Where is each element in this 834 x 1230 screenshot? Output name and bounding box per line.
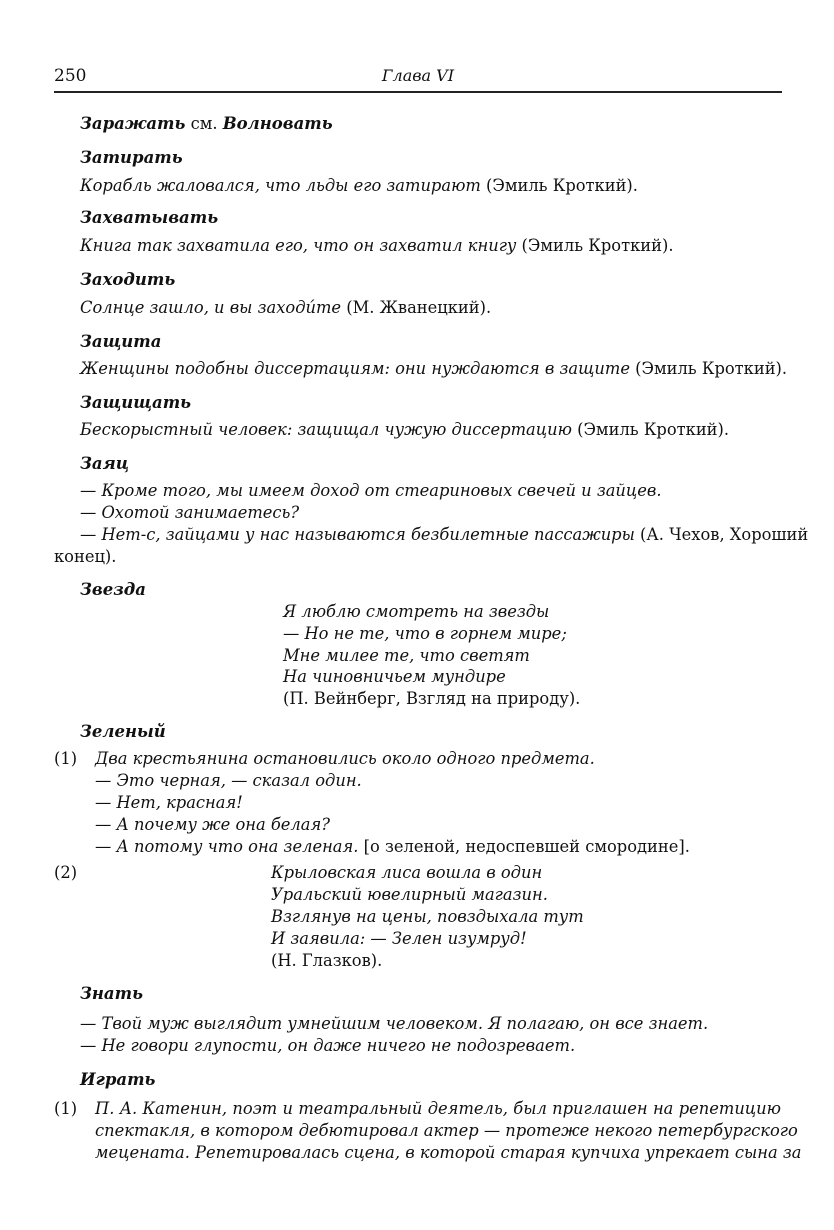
header-rule: [54, 91, 782, 93]
quote-source: (А. Чехов, Хороший: [634, 525, 809, 544]
quote-line: [80, 358, 787, 380]
dialogue-line: — Кроме того, мы имеем доход от стеариновых свечей и зайцев.: [80, 481, 662, 500]
anecdote-line: — Это черная, — сказал один.: [95, 771, 362, 790]
quote-text: — А потому что она зеленая.: [95, 837, 359, 856]
quote-line: [80, 297, 491, 319]
verse-line: Мне милее те, что светят: [283, 646, 530, 665]
headword: Захватывать: [80, 208, 219, 227]
item-number: (2): [54, 863, 78, 882]
headword: Звезда: [80, 580, 146, 599]
headword: Защищать: [80, 393, 192, 412]
headword: Зеленый: [80, 722, 166, 741]
quote-line: [80, 235, 674, 257]
headword: Заражать: [80, 114, 186, 133]
quote-text: — Нет-с, зайцами у нас называются безбилетные пассажиры: [80, 525, 635, 544]
headword: Затирать: [80, 148, 183, 167]
quote-source: (Эмиль Кроткий).: [571, 420, 730, 439]
dialogue-line: — Охотой занимаетесь?: [80, 503, 300, 522]
anecdote-line: спектакля, в котором дебютировал актер — протеже некого петербургского: [95, 1121, 798, 1140]
verse-line: Крыловская лиса вошла в один: [271, 863, 543, 882]
quote-text: Женщины подобны диссертациям: они нуждаются в защите: [80, 359, 630, 378]
quote-text: Книга так захватила его, что он захватил книгу: [80, 236, 517, 255]
verse-line: Я люблю смотреть на звезды: [283, 602, 550, 621]
cross-reference: Волновать: [222, 114, 333, 133]
dialogue-line: — Твой муж выглядит умнейшим человеком. Я полагаю, он все знает.: [80, 1014, 709, 1033]
verse-source: (П. Вейнберг, Взгляд на природу).: [283, 689, 581, 708]
quote-line: [80, 175, 638, 197]
headword: Заходить: [80, 270, 176, 289]
verse-source: (Н. Глазков).: [271, 951, 383, 970]
quote-line: [80, 419, 729, 441]
anecdote-line: мецената. Репетировалась сцена, в которой старая купчиха упрекает сына за: [95, 1143, 802, 1162]
anecdote-line: П. А. Катенин, поэт и театральный деятель, был приглашен на репетицию: [95, 1099, 781, 1118]
dialogue-line: [80, 524, 809, 546]
quote-text: Бескорыстный человек: защищал чужую диссертацию: [80, 420, 572, 439]
verse-line: — Но не те, что в горнем мире;: [283, 624, 567, 643]
page-number: 250: [54, 66, 87, 86]
quote-source: (Эмиль Кроткий).: [480, 176, 638, 195]
verse-line: Уральский ювелирный магазин.: [271, 885, 548, 904]
verse-line: Взглянув на цены, повздыхала тут: [271, 907, 584, 926]
editor-note: [о зеленой, недоспевшей смородине].: [358, 837, 690, 856]
verse-line: И заявила: — Зелен изумруд!: [271, 929, 527, 948]
dialogue-line: конец).: [54, 547, 117, 566]
item-number: (1): [54, 749, 78, 768]
page-header: [54, 66, 782, 90]
anecdote-line: — Нет, красная!: [95, 793, 243, 812]
headword: Заяц: [80, 454, 129, 473]
quote-text: Солнце зашло, и вы заходи́те: [80, 298, 342, 317]
anecdote-line: Два крестьянина остановились около одного предмета.: [95, 749, 595, 768]
entry-zarazhat: [80, 113, 333, 135]
quote-source: (М. Жванецкий).: [341, 298, 492, 317]
quote-source: (Эмиль Кроткий).: [629, 359, 788, 378]
item-number: (1): [54, 1099, 78, 1118]
headword: Играть: [80, 1070, 156, 1089]
dialogue-line: — Не говори глупости, он даже ничего не подозревает.: [80, 1036, 576, 1055]
quote-text: Корабль жаловался, что льды его затирают: [80, 176, 481, 195]
verse-line: На чиновничьем мундире: [283, 667, 506, 686]
see-also-label: см.: [185, 114, 223, 133]
anecdote-line: — А почему же она белая?: [95, 815, 331, 834]
headword: Знать: [80, 984, 143, 1003]
quote-source: (Эмиль Кроткий).: [516, 236, 674, 255]
running-title: Глава VI: [381, 66, 455, 85]
headword: Защита: [80, 332, 162, 351]
anecdote-line: [95, 836, 690, 858]
